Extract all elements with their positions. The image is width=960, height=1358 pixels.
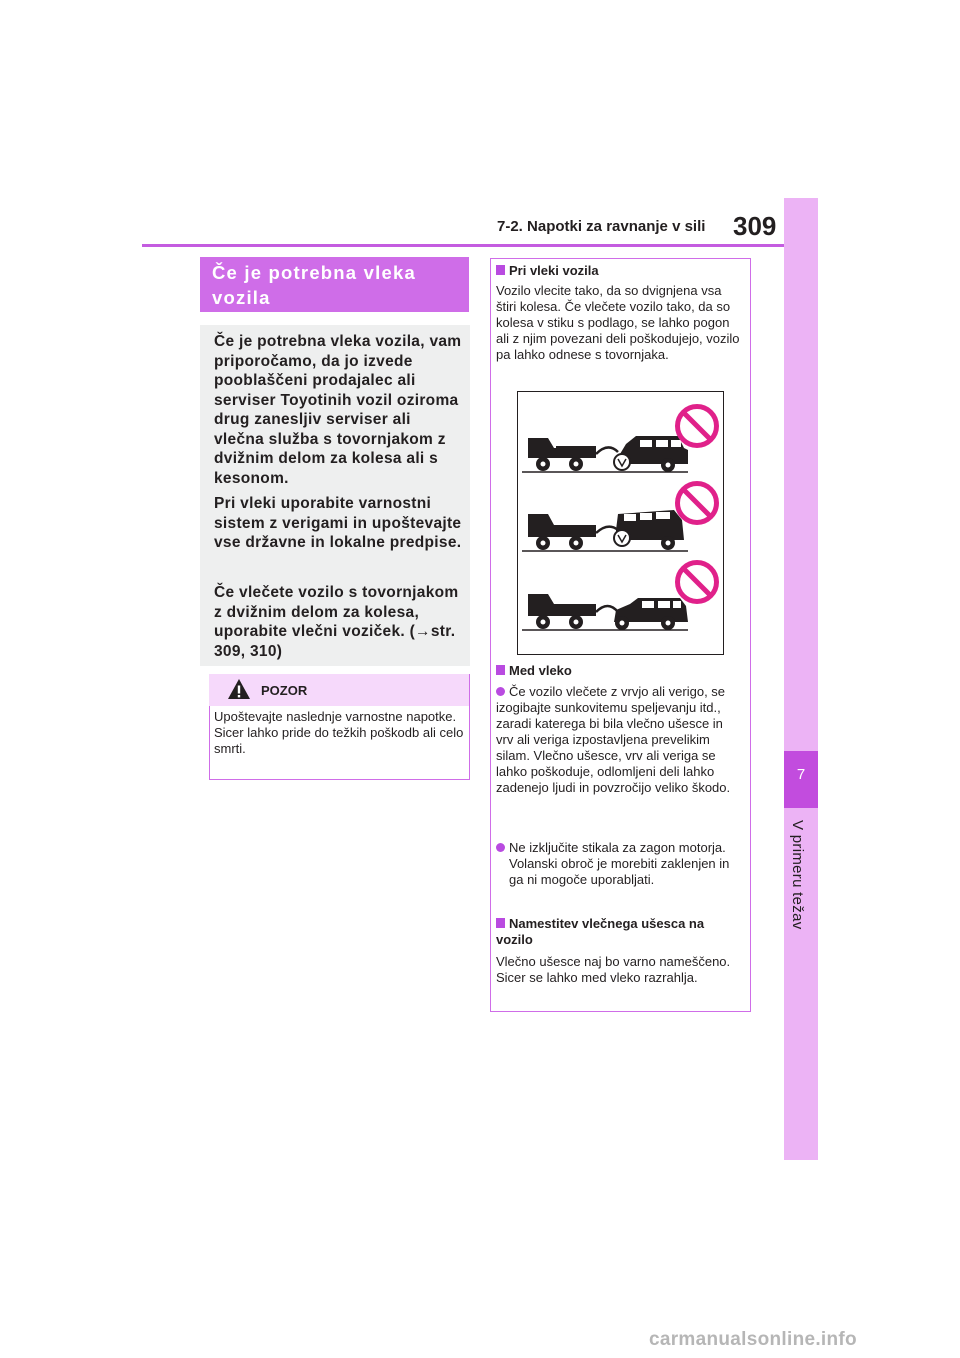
tow-scenario-2 (522, 510, 688, 551)
tow-scenario-3 (522, 594, 688, 630)
intro-paragraph-3: Če vlečete vozilo s tovornjakom z dvižnim delom za kolesa, uporabite vlečni voziček. (→str. 309, 310) (214, 584, 459, 660)
chapter-strip (784, 198, 818, 1160)
subheading-during-tow: Med vleko (496, 663, 572, 679)
header-rule (142, 244, 784, 247)
round-bullet-icon (496, 687, 505, 696)
chapter-label: V primeru težav (789, 820, 806, 930)
subheading-towing: Pri vleki vozila (496, 263, 599, 279)
towing-paragraph: Vozilo vlecite tako, da so dvignjena vsa štiri kolesa. Če vlečete vozilo tako, da so kolesa v stiku s podlago, se lahko pogon ali z njim povezani deli poškodujejo, vozilo pa lahko odnese s tovornjaka. (496, 283, 740, 362)
chapter-number: 7 (796, 766, 806, 783)
bullet-rope-chain: Če vozilo vlečete z vrvjo ali verigo, se izogibajte sunkovitemu speljevanju itd., zaradi katerega bi bila vlečno ušesce in vrv ali veriga izpostavljena prevelikim silam. Vlečno ušesce, vrv ali veriga se lahko poškoduje, odlomljeni deli lahko zadenejo ljudi in povzročijo veliko škodo. (496, 684, 731, 795)
tow-scenario-1 (522, 436, 688, 472)
warning-title: POZOR (261, 683, 308, 698)
subheading-tow-eyelet: Namestitev vlečnega ušesca na vozilo (496, 916, 705, 947)
round-bullet-icon (496, 843, 505, 852)
page-number: 309 (733, 211, 777, 241)
watermark: carmanualsonline.info (649, 1329, 857, 1350)
towing-illustration (517, 391, 724, 655)
prohibited-icon (674, 403, 720, 449)
square-bullet-icon (496, 665, 505, 675)
intro-paragraph-2: Pri vleki uporabite varnostni sistem z verigami in upoštevajte vse državne in lokalne predpise. (214, 495, 462, 551)
prohibited-icon (674, 480, 720, 526)
bullet-engine-switch: Ne izključite stikala za zagon motorja. Volanski obroč je morebiti zaklenjen in ga ni mogoče uporabljati. (496, 840, 734, 888)
section-title: 7-2. Napotki za ravnanje v sili (497, 218, 706, 235)
prohibited-icon (674, 559, 720, 605)
page-heading: Če je potrebna vleka vozila (212, 262, 416, 308)
tow-eyelet-paragraph: Vlečno ušesce naj bo varno nameščeno. Sicer se lahko med vleko razrahlja. (496, 954, 731, 985)
warning-text: Upoštevajte naslednje varnostne napotke. Sicer lahko pride do težkih poškodb ali celo smrti. (214, 709, 464, 756)
intro-paragraph-1: Če je potrebna vleka vozila, vam priporočamo, da jo izvede pooblaščeni prodajalec ali serviser Toyotinih vozil oziroma drug zanesljiv serviser ali vlečna služba s tovornjakom z dvižnim delom za kolesa ali s kesonom. (214, 333, 462, 487)
warning-icon (227, 677, 251, 701)
square-bullet-icon (496, 918, 505, 928)
square-bullet-icon (496, 265, 505, 275)
